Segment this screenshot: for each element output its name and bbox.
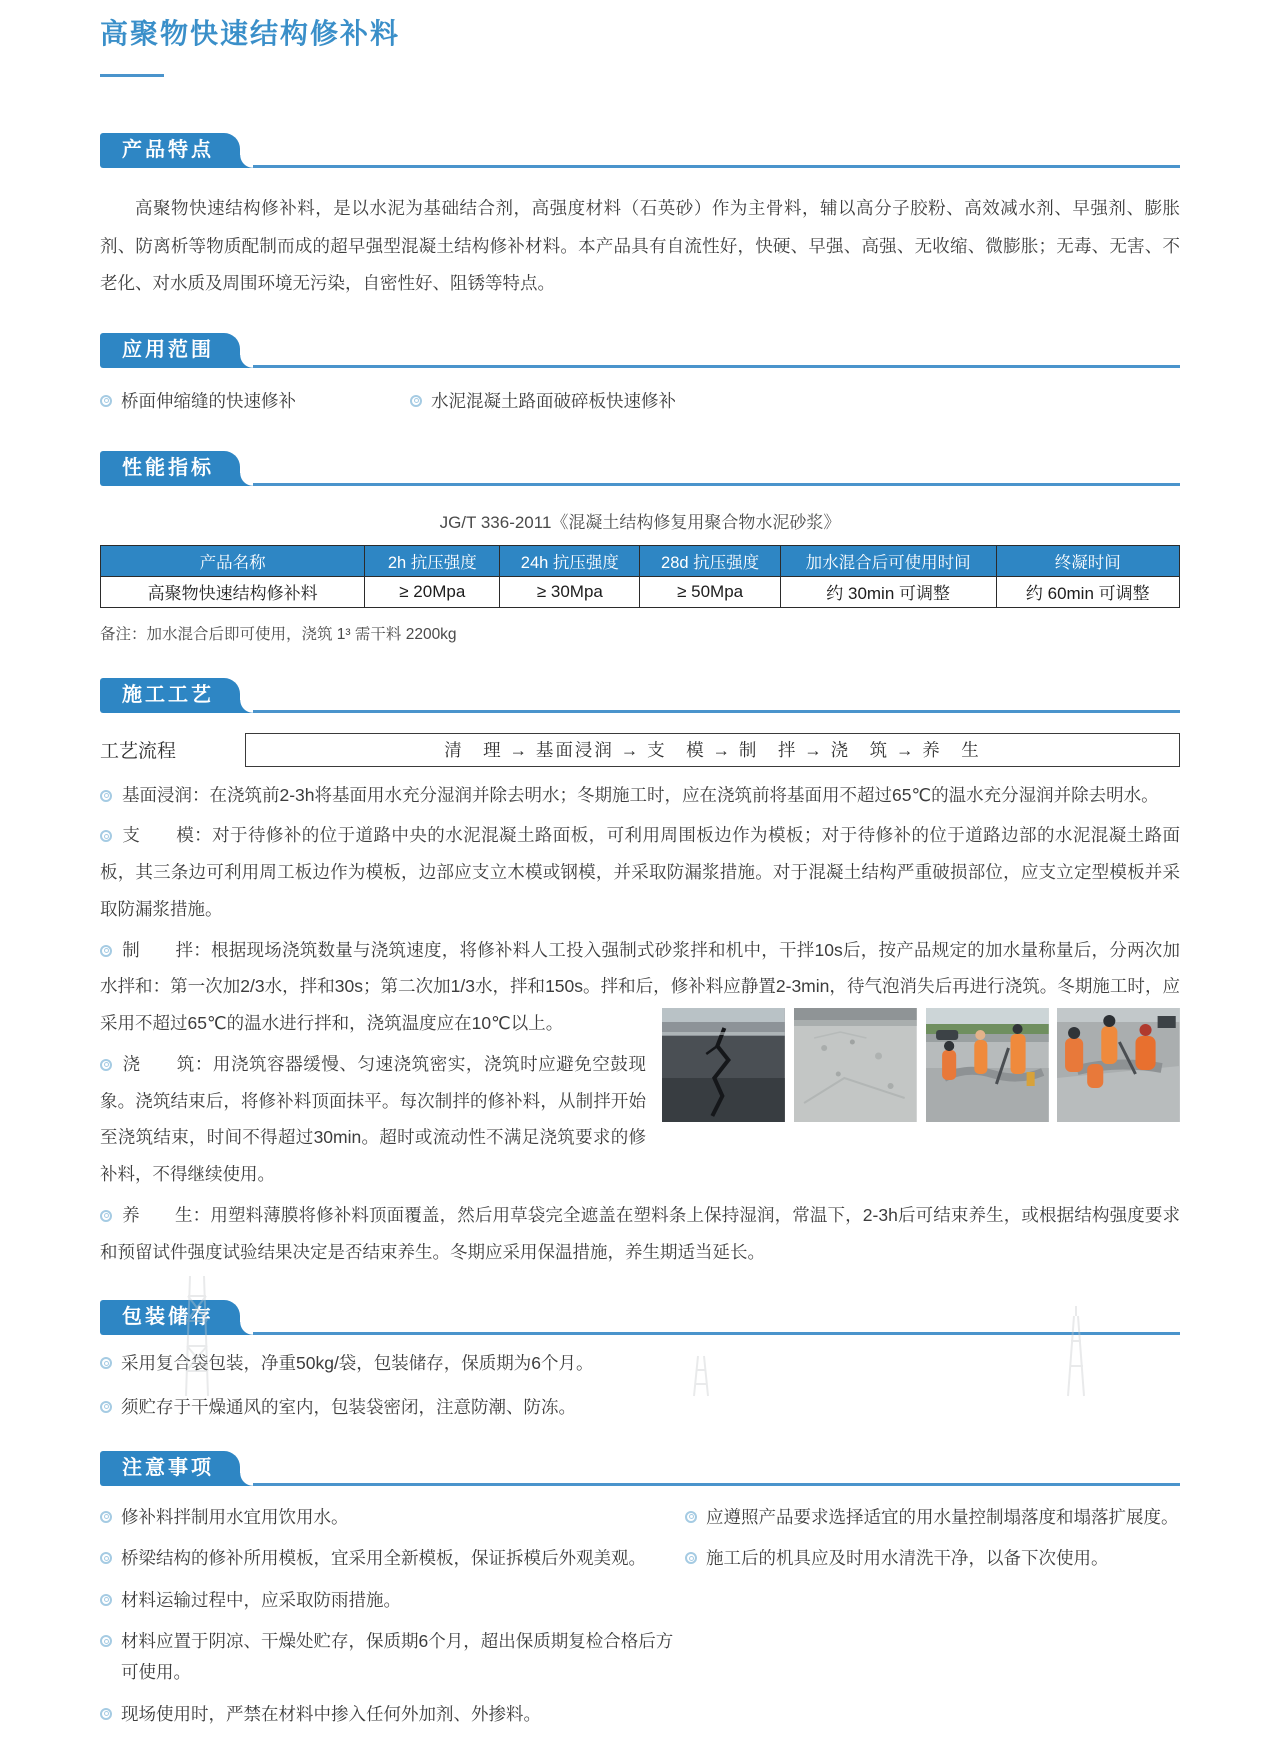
photo-cracked-pavement	[662, 1008, 785, 1122]
packaging-heading: 包装储存	[122, 1306, 214, 1328]
precaution-text: 材料应置于阴凉、干燥处贮存，保质期6个月，超出保质期复检合格后方可使用。	[121, 1626, 685, 1687]
table-header-cell: 2h 抗压强度	[365, 545, 500, 576]
packaging-text: 采用复合袋包装，净重50kg/袋，包装储存，保质期为6个月。	[121, 1348, 594, 1379]
section-header-applications	[100, 333, 1180, 368]
table-cell: 约 30min 可调整	[780, 576, 996, 607]
table-cell: 高聚物快速结构修补料	[101, 576, 365, 607]
construction-step-wetting	[100, 777, 1180, 814]
precaution-text: 修补料拌制用水宜用饮用水。	[121, 1502, 349, 1533]
applications-list	[100, 386, 1180, 417]
standard-reference: JG/T 336-2011《混凝土结构修复用聚合物水泥砂浆》	[100, 508, 1180, 533]
process-flow-box: 清 理 → 基面浸润 → 支 模 → 制 拌 → 浇 筑 → 养 生	[245, 733, 1180, 767]
photo-workers-repairing-road	[926, 1008, 1049, 1122]
step-label: 基面浸润：	[122, 785, 210, 805]
precaution-text: 施工后的机具应及时用水清洗干净，以备下次使用。	[706, 1543, 1109, 1574]
precautions-grid	[100, 1502, 1180, 1740]
section-rule	[253, 710, 1180, 713]
site-photo-strip	[662, 1008, 1180, 1122]
step-text: 对于待修补的位于道路中央的水泥混凝土路面板，可利用周围板边作为模板；对于待修补的位于道路边部的水泥混凝土路面板，其三条边可利用周工板边作为模板，边部应支立木模或钢模，并采取防漏浆措施。对于混凝土结构严重破损部位，应支立定型模板并采取防漏浆措施。	[100, 825, 1180, 919]
step-text: 用塑料薄膜将修补料顶面覆盖，然后用草袋完全遮盖在塑料条上保持湿润，常温下，2-3h后可结束养生，或根据结构强度要求和预留试件强度试验结果决定是否结束养生。冬期应采用保温措施，养生期适当延长。	[100, 1205, 1180, 1262]
section-header-packaging	[100, 1300, 1180, 1335]
construction-step-pouring	[100, 1046, 646, 1193]
performance-heading: 性能指标	[122, 457, 214, 479]
precaution-item	[100, 1699, 685, 1730]
precautions-left-column	[100, 1502, 685, 1740]
application-text: 水泥混凝土路面破碎板快速修补	[431, 386, 676, 417]
precautions-badge	[100, 1451, 240, 1486]
precaution-item	[100, 1502, 685, 1533]
table-row	[101, 576, 1180, 607]
table-header-cell: 24h 抗压强度	[500, 545, 640, 576]
packaging-badge	[100, 1300, 240, 1335]
section-header-construction	[100, 678, 1180, 713]
ring-bullet-icon	[100, 1210, 112, 1222]
performance-table	[100, 545, 1180, 608]
section-header-precautions	[100, 1451, 1180, 1486]
section-rule	[253, 165, 1180, 168]
ring-bullet-icon	[100, 1357, 112, 1369]
step-label: 养 生：	[122, 1205, 210, 1225]
precaution-text: 桥梁结构的修补所用模板，宜采用全新模板，保证拆模后外观美观。	[121, 1543, 646, 1574]
precaution-item	[100, 1626, 685, 1687]
ring-bullet-icon	[100, 1511, 112, 1523]
step-label: 浇 筑：	[122, 1054, 213, 1074]
step-label: 制 拌：	[122, 940, 211, 960]
section-rule	[253, 483, 1180, 486]
section-rule	[253, 1332, 1180, 1335]
ring-bullet-icon	[100, 1401, 112, 1413]
ring-bullet-icon	[100, 1635, 112, 1647]
precaution-item	[100, 1585, 685, 1616]
ring-bullet-icon	[100, 395, 112, 407]
precautions-heading: 注意事项	[122, 1457, 214, 1479]
ring-bullet-icon	[685, 1511, 697, 1523]
process-flow-label: 工艺流程	[100, 736, 245, 763]
section-header-performance	[100, 451, 1180, 486]
table-header-cell: 28d 抗压强度	[640, 545, 780, 576]
precautions-right-column	[685, 1502, 1180, 1740]
precaution-text: 材料运输过程中，应采取防雨措施。	[121, 1585, 401, 1616]
section-rule	[253, 365, 1180, 368]
applications-heading: 应用范围	[122, 339, 214, 361]
construction-step-curing	[100, 1197, 1180, 1271]
packaging-text: 须贮存于干燥通风的室内，包装袋密闭，注意防潮、防冻。	[121, 1392, 576, 1423]
construction-badge	[100, 678, 240, 713]
precaution-item	[100, 1543, 685, 1574]
table-note: 备注：加水混合后即可使用，浇筑 1³ 需干料 2200kg	[100, 622, 1180, 644]
table-cell: 约 60min 可调整	[996, 576, 1179, 607]
table-cell: ≥ 50Mpa	[640, 576, 780, 607]
step-text: 用浇筑容器缓慢、匀速浇筑密实，浇筑时应避免空鼓现象。浇筑结束后，将修补料顶面抹平。每次制拌的修补料，从制拌开始至浇筑结束，时间不得超过30min。超时或流动性不满足浇筑要求的修补料，不得继续使用。	[100, 1054, 646, 1184]
page-title: 高聚物快速结构修补料	[100, 0, 1180, 52]
table-cell: ≥ 20Mpa	[365, 576, 500, 607]
precaution-text: 应遵照产品要求选择适宜的用水量控制塌落度和塌落扩展度。	[706, 1502, 1179, 1533]
step-text: 根据现场浇筑数量与浇筑速度，将修补料人工投入强制式砂浆拌和机中，干拌10s后，按产品规定的加水量称量后，分两次加水拌和：第一次加2/3水，拌和30s；第二次加1/3水，拌和150s。拌和后，修补料应静置2-3min，待气泡消失后再进行浇筑。冬期施工时，应采用不超过65℃的温水进行拌和，浇筑温度应在10℃以上。	[100, 940, 1180, 1034]
pouring-step-row	[100, 1042, 1180, 1193]
packaging-item	[100, 1392, 1180, 1423]
precaution-item	[685, 1543, 1180, 1574]
application-item	[100, 386, 410, 417]
table-header-cell: 终凝时间	[996, 545, 1179, 576]
ring-bullet-icon	[410, 395, 422, 407]
ring-bullet-icon	[100, 1059, 112, 1071]
ring-bullet-icon	[100, 830, 112, 842]
ring-bullet-icon	[100, 1594, 112, 1606]
photo-crew-finishing-patch	[1057, 1008, 1180, 1122]
features-badge	[100, 133, 240, 168]
ring-bullet-icon	[100, 1552, 112, 1564]
photo-worn-concrete-surface	[794, 1008, 917, 1122]
process-flow-row	[100, 733, 1180, 767]
step-label: 支 模：	[122, 825, 212, 845]
title-underline	[100, 74, 164, 77]
table-header-cell: 产品名称	[101, 545, 365, 576]
ring-bullet-icon	[100, 790, 112, 802]
table-header-row	[101, 545, 1180, 576]
ring-bullet-icon	[685, 1552, 697, 1564]
table-header-cell: 加水混合后可使用时间	[780, 545, 996, 576]
step-text: 在浇筑前2-3h将基面用水充分湿润并除去明水；冬期施工时，应在浇筑前将基面用不超过65℃的温水充分湿润并除去明水。	[210, 785, 1159, 805]
section-rule	[253, 1483, 1180, 1486]
table-cell: ≥ 30Mpa	[500, 576, 640, 607]
applications-badge	[100, 333, 240, 368]
features-paragraph: 高聚物快速结构修补料，是以水泥为基础结合剂，高强度材料（石英砂）作为主骨料，辅以高分子胶粉、高效减水剂、早强剂、膨胀剂、防离析等物质配制而成的超早强型混凝土结构修补材料。本产品具有自流性好，快硬、早强、高强、无收缩、微膨胀；无毒、无害、不老化、对水质及周围环境无污染，自密性好、阻锈等特点。	[100, 190, 1180, 303]
packaging-item	[100, 1348, 1180, 1379]
application-item	[410, 386, 676, 417]
construction-step-formwork	[100, 817, 1180, 927]
ring-bullet-icon	[100, 945, 112, 957]
construction-heading: 施工工艺	[122, 684, 214, 706]
features-heading: 产品特点	[122, 139, 214, 161]
ring-bullet-icon	[100, 1708, 112, 1720]
section-header-features	[100, 133, 1180, 168]
precaution-item	[685, 1502, 1180, 1533]
precaution-text: 现场使用时，严禁在材料中掺入任何外加剂、外掺料。	[121, 1699, 541, 1730]
performance-badge	[100, 451, 240, 486]
application-text: 桥面伸缩缝的快速修补	[121, 386, 296, 417]
